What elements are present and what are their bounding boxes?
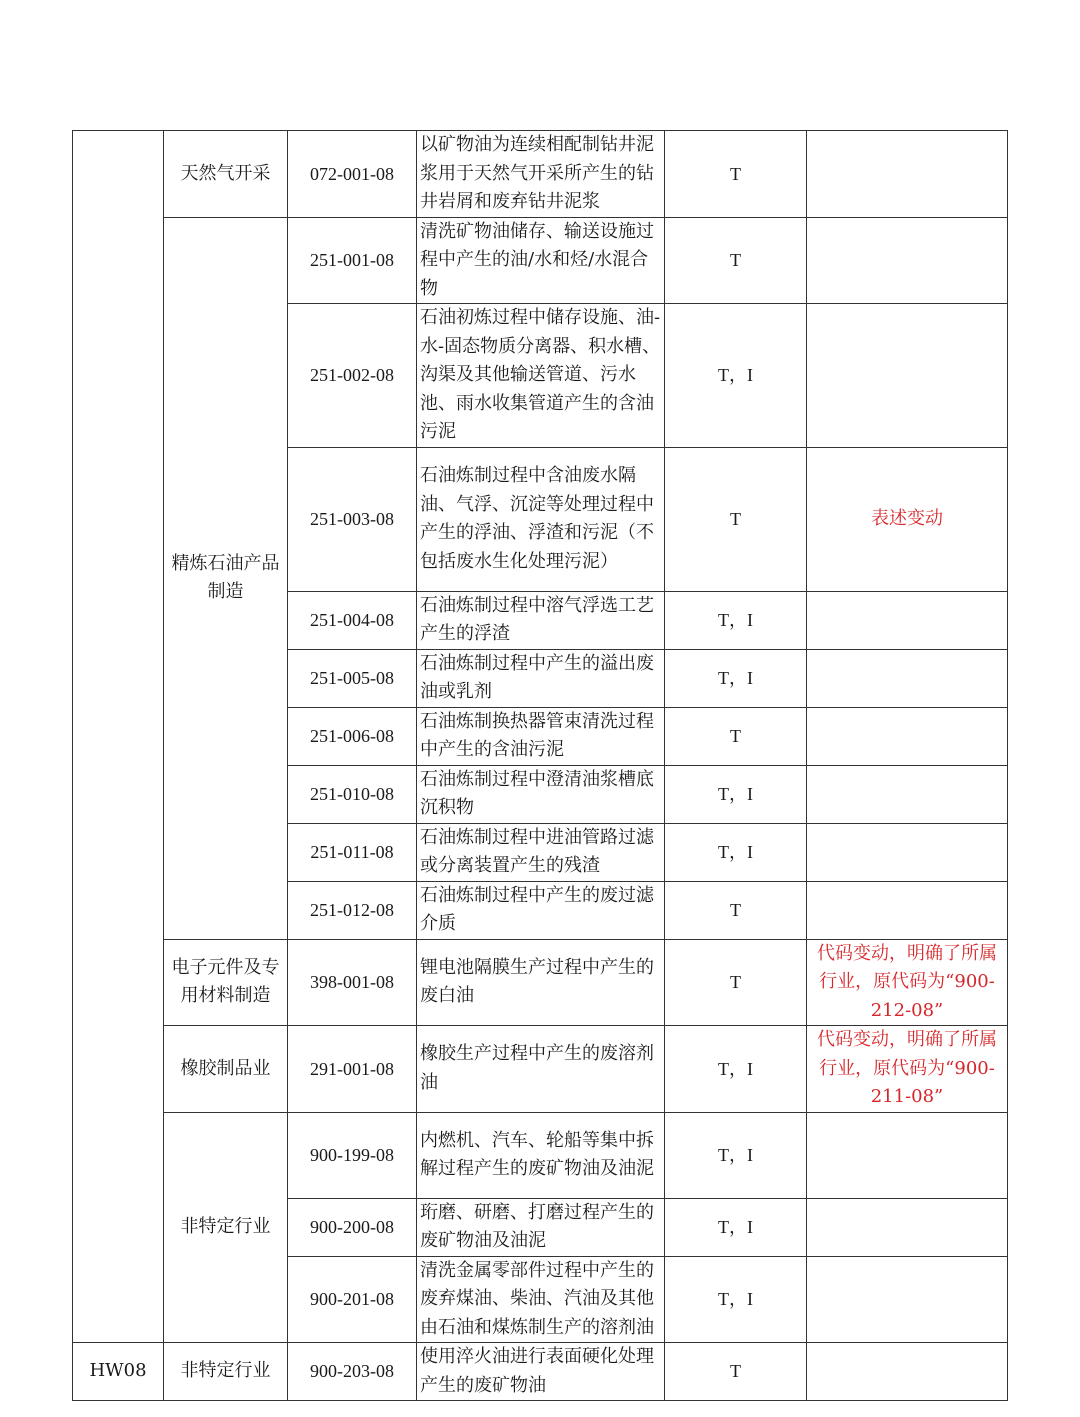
remark-cell — [807, 217, 1008, 304]
table-row — [73, 1026, 1008, 1113]
waste-source-cell: 内燃机、汽车、轮船等集中拆解过程产生的废矿物油及油泥 — [417, 1112, 665, 1198]
waste-code-cell: 251-004-08 — [288, 591, 417, 649]
hazard-characteristic-cell: T，I — [665, 304, 807, 448]
waste-code-cell: 291-001-08 — [288, 1026, 417, 1113]
hazard-characteristic-cell: T — [665, 131, 807, 218]
waste-source-cell: 使用淬火油进行表面硬化处理产生的废矿物油 — [417, 1343, 665, 1401]
industry-cell: 非特定行业 — [164, 1112, 288, 1343]
remark-cell — [807, 1256, 1008, 1343]
remark-cell — [807, 131, 1008, 218]
industry-cell: 橡胶制品业 — [164, 1026, 288, 1113]
waste-code-cell: 398-001-08 — [288, 939, 417, 1026]
waste-source-cell: 石油炼制过程中澄清油浆槽底沉积物 — [417, 765, 665, 823]
waste-code-cell: 251-001-08 — [288, 217, 417, 304]
table-row — [73, 131, 1008, 218]
industry-cell: 天然气开采 — [164, 131, 288, 218]
waste-source-cell: 清洗金属零部件过程中产生的废弃煤油、柴油、汽油及其他由石油和煤炼制生产的溶剂油 — [417, 1256, 665, 1343]
waste-source-cell: 石油炼制过程中产生的废过滤介质 — [417, 881, 665, 939]
remark-cell — [807, 591, 1008, 649]
waste-source-cell: 石油炼制过程中进油管路过滤或分离装置产生的残渣 — [417, 823, 665, 881]
waste-code-cell: 900-200-08 — [288, 1198, 417, 1256]
hazard-characteristic-cell: T，I — [665, 591, 807, 649]
hazard-characteristic-cell: T，I — [665, 1198, 807, 1256]
waste-source-cell: 珩磨、研磨、打磨过程产生的废矿物油及油泥 — [417, 1198, 665, 1256]
waste-source-cell: 石油炼制过程中含油废水隔油、气浮、沉淀等处理过程中产生的浮油、浮渣和污泥（不包括废水生化处理污泥） — [417, 447, 665, 591]
waste-source-cell: 以矿物油为连续相配制钻井泥浆用于天然气开采所产生的钻井岩屑和废弃钻井泥浆 — [417, 131, 665, 218]
waste-code-cell: 251-012-08 — [288, 881, 417, 939]
hazard-characteristic-cell: T，I — [665, 1112, 807, 1198]
hazard-characteristic-cell: T，I — [665, 823, 807, 881]
hazard-characteristic-cell: T，I — [665, 649, 807, 707]
waste-source-cell: 锂电池隔膜生产过程中产生的废白油 — [417, 939, 665, 1026]
waste-source-cell: 石油炼制换热器管束清洗过程中产生的含油污泥 — [417, 707, 665, 765]
hazard-characteristic-cell: T — [665, 881, 807, 939]
industry-cell: 非特定行业 — [164, 1343, 288, 1401]
waste-code-cell: 251-005-08 — [288, 649, 417, 707]
waste-code-cell: 072-001-08 — [288, 131, 417, 218]
remark-cell — [807, 649, 1008, 707]
waste-code-cell: 251-006-08 — [288, 707, 417, 765]
remark-cell — [807, 707, 1008, 765]
hazard-characteristic-cell: T，I — [665, 1256, 807, 1343]
remark-cell — [807, 1198, 1008, 1256]
waste-category-cell: HW08 — [73, 1343, 164, 1401]
table-row — [73, 217, 1008, 304]
hazard-characteristic-cell: T — [665, 1343, 807, 1401]
waste-code-cell: 251-003-08 — [288, 447, 417, 591]
hazard-characteristic-cell: T — [665, 939, 807, 1026]
hazard-characteristic-cell: T — [665, 707, 807, 765]
waste-code-cell: 251-011-08 — [288, 823, 417, 881]
waste-code-cell: 900-199-08 — [288, 1112, 417, 1198]
waste-source-cell: 石油炼制过程中溶气浮选工艺产生的浮渣 — [417, 591, 665, 649]
waste-source-cell: 石油炼制过程中产生的溢出废油或乳剂 — [417, 649, 665, 707]
industry-cell: 电子元件及专用材料制造 — [164, 939, 288, 1026]
industry-cell: 精炼石油产品制造 — [164, 217, 288, 939]
waste-code-cell: 251-002-08 — [288, 304, 417, 448]
remark-cell — [807, 304, 1008, 448]
remark-cell — [807, 881, 1008, 939]
waste-category-cell — [73, 131, 164, 1343]
hazard-characteristic-cell: T，I — [665, 765, 807, 823]
waste-code-cell: 251-010-08 — [288, 765, 417, 823]
remark-cell — [807, 1343, 1008, 1401]
hazard-characteristic-cell: T — [665, 447, 807, 591]
hazard-characteristic-cell: T — [665, 217, 807, 304]
waste-source-cell: 橡胶生产过程中产生的废溶剂油 — [417, 1026, 665, 1113]
remark-cell: 代码变动，明确了所属行业，原代码为“900-212-08” — [807, 939, 1008, 1026]
waste-code-cell: 900-203-08 — [288, 1343, 417, 1401]
remark-cell — [807, 765, 1008, 823]
waste-source-cell: 清洗矿物油储存、输送设施过程中产生的油/水和烃/水混合物 — [417, 217, 665, 304]
hazardous-waste-table — [72, 130, 1008, 1401]
hazard-characteristic-cell: T，I — [665, 1026, 807, 1113]
remark-cell — [807, 1112, 1008, 1198]
remark-cell: 代码变动，明确了所属行业，原代码为“900-211-08” — [807, 1026, 1008, 1113]
waste-source-cell: 石油初炼过程中储存设施、油-水-固态物质分离器、积水槽、沟渠及其他输送管道、污水池、雨水收集管道产生的含油污泥 — [417, 304, 665, 448]
waste-code-cell: 900-201-08 — [288, 1256, 417, 1343]
remark-cell — [807, 823, 1008, 881]
table-row — [73, 1112, 1008, 1198]
table-row — [73, 939, 1008, 1026]
remark-cell: 表述变动 — [807, 447, 1008, 591]
table-row — [73, 1343, 1008, 1401]
